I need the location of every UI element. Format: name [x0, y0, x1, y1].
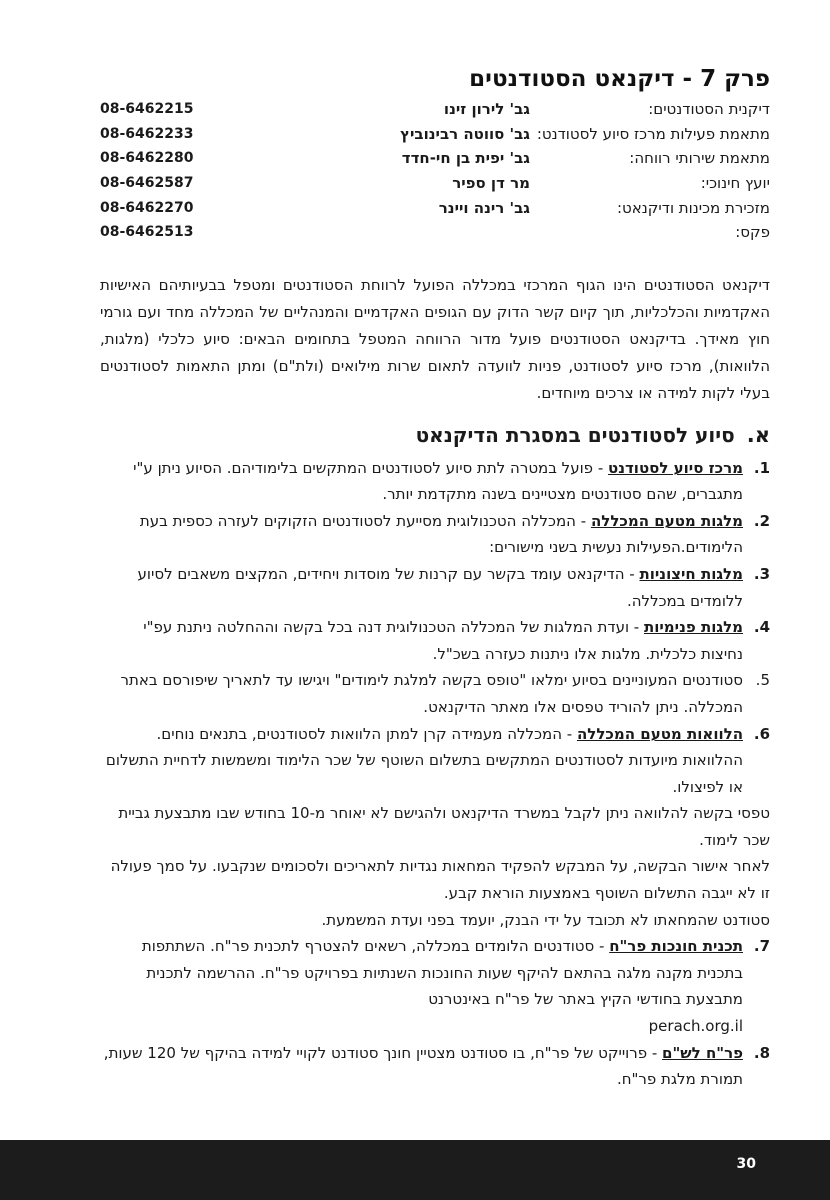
- item-paragraph: סטודנט שהמחאתו לא תכובד על ידי הבנק, יועמד בפני ועדת המשמעת.: [321, 910, 770, 929]
- staff-name: גב' יפית בן חי-חדד: [401, 149, 530, 168]
- page-number: 30: [736, 1156, 756, 1172]
- item-term: מלגות מטעם המכללה: [590, 511, 743, 530]
- page-content: [100, 62, 770, 1093]
- list-item: [100, 667, 770, 720]
- staff-directory: [100, 97, 770, 245]
- item-text: - פועל במטרה לתת סיוע לסטודנטים המתקשים בלימודיהם. הסיוע ניתן ע"י מתגברים, שהם סטודנטים מצטיינים בשנה מתקדמת יותר.: [133, 458, 743, 504]
- staff-name: מר דן ספיר: [452, 174, 530, 193]
- staff-phone: 08-6462280: [100, 150, 194, 167]
- item-text: - המכללה הטכנולוגית מסייעת לסטודנטים הזקוקים לעזרה כספית בעת הלימודים.הפעילות נעשית בשני מישורים:: [139, 511, 743, 557]
- staff-phone: 08-6462270: [100, 199, 194, 216]
- fax-number: 08-6462513: [100, 224, 194, 241]
- item-term: מרכז סיוע לסטודנט: [608, 458, 743, 477]
- staff-phone: 08-6462233: [100, 125, 194, 142]
- item-number: 8.: [753, 1043, 770, 1062]
- item-term: מלגות פנימיות: [644, 618, 743, 637]
- item-paragraph: טפסי בקשה להלוואה ניתן לקבל במשרד הדיקנאט ולהגישם לא יאוחר מ-10 בחודש שבו מתבצעת גביית שכר לימוד.: [118, 804, 770, 849]
- list-item: [100, 1040, 770, 1093]
- item-term: מלגות חיצוניות: [639, 564, 743, 583]
- item-number: 1.: [753, 458, 770, 477]
- item-term: הלוואות מטעם המכללה: [576, 724, 743, 743]
- item-text: - הדיקנאט עומד בקשר עם קרנות של מוסדות ויחידים, המקצים משאבים לסיוע ללומדים במכללה.: [137, 564, 743, 610]
- section-title: סיוע לסטודנטים במסגרת הדיקנאט: [415, 422, 735, 447]
- list-item: [100, 561, 770, 614]
- assistance-list: [100, 455, 770, 1093]
- staff-role: יועץ חינוכי:: [700, 174, 770, 193]
- staff-role: מתאמת פעילות מרכז סיוע לסטודנט:: [536, 124, 770, 143]
- staff-row: [100, 195, 770, 220]
- staff-name: גב' רינה ויינר: [438, 198, 530, 217]
- staff-row: [100, 122, 770, 147]
- item-term: פר"ח לש"ם: [662, 1043, 743, 1062]
- staff-row: [100, 220, 770, 245]
- list-item: [100, 614, 770, 667]
- staff-phone: 08-6462215: [100, 101, 194, 118]
- item-number: 7.: [753, 937, 770, 956]
- item-text: - ועדת המלגות של המכללה הטכנולוגית דנה בכל בקשה וההחלטה ניתנת עפ"י נחיצות כלכלית. מלגות אלו ניתנות כעזרה בשכ"ל.: [143, 618, 743, 663]
- staff-role: מתאמת שירותי רווחה:: [629, 149, 770, 168]
- list-item: [100, 721, 770, 934]
- item-text: - פרוייקט של פר"ח, בו סטודנט מצטיין חונך סטודנט לקויי למידה בהיקף של 120 שעות, תמורת מלגת פר"ח.: [103, 1043, 743, 1089]
- item-number: 3.: [753, 564, 770, 583]
- item-text: - סטודנטים הלומדים במכללה, רשאים להצטרף לתכנית פר"ח. השתתפות בתכנית מקנה מלגה בהתאם להיקף שעות החונכות השנתיות בפרויקט פר"ח. ההרשמה לתכנית מתבצעת בחודשי הקיץ באתר של פר"ח באינטרנט: [141, 937, 743, 1009]
- section-letter: א.: [746, 422, 770, 447]
- staff-row: [100, 171, 770, 196]
- item-number: 2.: [753, 511, 770, 530]
- list-item: [100, 455, 770, 508]
- item-term: תכנית חונכות פר"ח: [609, 937, 743, 956]
- item-text: - המכללה מעמידה קרן למתן הלוואות לסטודנטים, בתנאים נוחים. ההלוואות מיועדות לסטודנטים המתקשים בתשלום השוטף של שכר הלימוד ומשמשות לדחיית התשלום או לפיצולו.: [105, 724, 743, 796]
- list-item: [100, 933, 770, 1039]
- item-text: סטודנטים המעוניינים בסיוע ימלאו "טופס בקשה למלגת לימודים" ויגישו עד לתאריך שיפורסם באתר המכללה. ניתן להוריד טפסים אלו מאתר הדיקנאט.: [120, 671, 743, 716]
- perach-link[interactable]: perach.org.il: [648, 1017, 743, 1036]
- list-item: [100, 508, 770, 561]
- intro-paragraph: דיקנאט הסטודנטים הינו הגוף המרכזי במכללה הפועל לרווחת הסטודנטים ומטפל בבעיותיהם האישיות האקדמיות והכלכליות, תוך קיום קשר הדוק עם הגופים האקדמיים והמנהליים של המכללה מחד ועם גורמי חוץ מאידך. בדיקנאט הסטודנטים פועל מדור הרווחה המטפל בתחומים הבאים: סיוע כלכלי (מלגות, הלוואות), מרכז סיוע לסטודנט, פניות לוועדה לתאום שרות מילואים (ולת"ם) ומתן התאמות לסטודנטים בעלי לקות למידה או צרכים מיוחדים.: [100, 275, 770, 403]
- staff-row: [100, 97, 770, 122]
- staff-role: דיקנית הסטודנטים:: [648, 100, 770, 119]
- item-number: 5.: [755, 671, 770, 690]
- item-paragraph: לאחר אישור הבקשה, על המבקש להפקיד המחאות נגדיות לתאריכים ולסכומים שנקבעו. על סמך פעולה זו לא ייגבה התשלום השוטף באמצעות הוראת קבע.: [110, 857, 770, 903]
- item-number: 6.: [753, 724, 770, 743]
- staff-name: גב' לירון זינו: [443, 100, 530, 119]
- chapter-title: פרק 7 - דיקנאט הסטודנטים: [469, 66, 770, 92]
- item-number: 4.: [753, 618, 770, 637]
- staff-role: מזכירת מכינות ודיקנאט:: [616, 198, 770, 217]
- section-heading: [100, 419, 770, 451]
- staff-role: פקס:: [735, 223, 770, 242]
- staff-row: [100, 146, 770, 171]
- page-footer: [0, 1140, 830, 1200]
- staff-name: גב' סווטה רבינוביץ: [400, 124, 530, 143]
- staff-phone: 08-6462587: [100, 175, 194, 192]
